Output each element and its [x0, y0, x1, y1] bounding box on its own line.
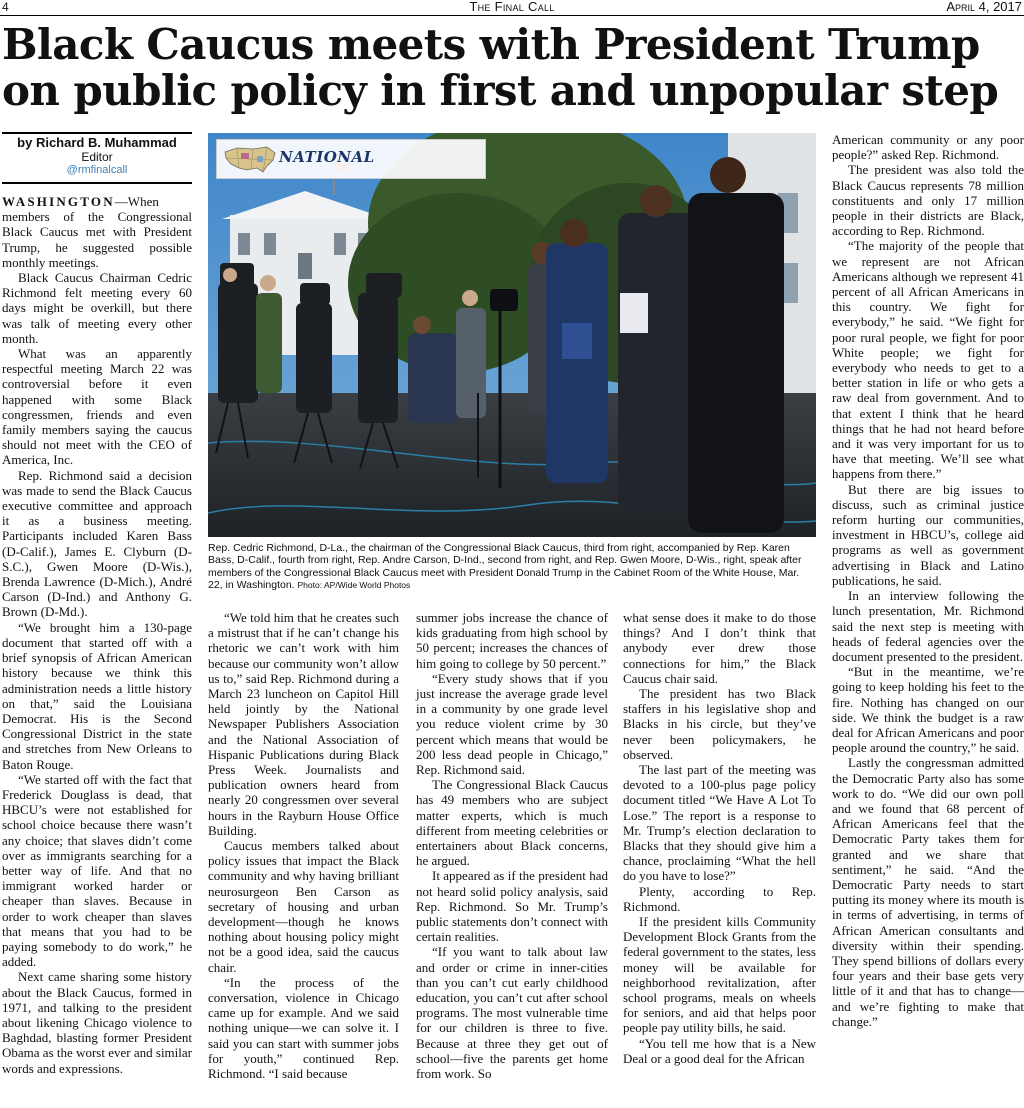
- headline: Black Caucus meets with President Trump on public policy in first and unpopular step: [2, 20, 999, 115]
- article-paragraph: Rep. Richmond said a decision was made to send the Black Caucus executive committee and approach it as a business meeting. Participants included Karen Bass (D-Calif.), James E. Clyburn (D-S.C.), Gwen Moore (D-Wis.), Brenda Lawrence (D-Mich.), André Carson (D-Ind.) and Anthony G. Brown (D-Md.).: [2, 467, 192, 620]
- dateline: WASHINGTON: [2, 194, 115, 209]
- article-paragraph: Next came sharing some history about the Black Caucus, formed in 1971, and talking to the president about likening Chicago violence to Baghdad, blasting former President Obama as the worst ever and similar words and expressions.: [2, 969, 192, 1076]
- article-column-1: [2, 194, 192, 1076]
- photo-credit: Photo: AP/Wide World Photos: [297, 580, 411, 591]
- article-paragraph: What was an apparently respectful meeting March 22 was controversial before it even happened with some Black congressmen, friends and even family members saying the caucus should not meet with the CEO of America, Inc.: [2, 346, 192, 468]
- article-paragraph: American community or any poor people?” asked Rep. Richmond.: [832, 132, 1024, 163]
- article-paragraph: WASHINGTON—When members of the Congressional Black Caucus met with President Trump, he suggested possible monthly meetings.: [2, 194, 192, 270]
- article-paragraph: Plenty, according to Rep. Richmond.: [623, 883, 816, 914]
- section-badge: [216, 139, 486, 179]
- byline-author: by Richard B. Muhammad: [17, 135, 177, 150]
- article-paragraph: “If you want to talk about law and order or crime in inner-cities than you can’t cut early childhood education, you can’t cut after school programs. The most vulnerable time for our children is three to five. Because at three they get out of school—five the parents get home from work. So: [416, 944, 608, 1082]
- photo-caption: [208, 542, 816, 592]
- article-paragraph: Lastly the congressman admitted the Democratic Party also has some work to do. “We did our own poll and we found that 68 percent of African Americans feel that the Democratic Party takes them for granted and we share that sentiment,” he said. “And the Democratic Party needs to start putting its money where its mouth is in terms of advertising, in terms of African American consultants and diversity within their spending. They spend billions of dollars every four years and their base gets very little of it and that has to change—and we’re fighting to make that change.”: [832, 755, 1024, 1029]
- article-paragraph: what sense does it make to do those things? And I don’t think that anybody ever drew those connections for him,” the Black Caucus chair said.: [623, 610, 816, 686]
- article-paragraph: “We brought him a 130-page document that started off with a brief synopsis of African American history because we think this administration needs a little history on that,” said the Louisiana Democrat. His is the Second Congressional District in the state and stretches from New Orleans to Baton Rouge.: [2, 619, 192, 772]
- issue-date: April 4, 2017: [946, 0, 1022, 14]
- news-photo: [208, 133, 816, 537]
- article-paragraph: Caucus members talked about policy issues that impact the Black community and why having brilliant neurosurgeon Ben Carson as secretary of housing and urban development—though he knows nothing about housing policy might not be a good idea, said the caucus chair.: [208, 838, 399, 975]
- article-paragraph: “We started off with the fact that Frederick Douglass is dead, that HBCU’s were not established for school choice because there wasn’t any choice; that slaves didn’t come over as immigrants searching for a better way of life. And that no immigrant worked harder or cheaper than slaves. Because in order to work cheaper than slaves that means that you had to be paying somebody to do work,” he added.: [2, 771, 192, 970]
- publication-name: The Final Call: [469, 0, 555, 14]
- byline-block: [2, 132, 192, 184]
- article-paragraph: The president was also told the Black Caucus represents 78 million constituents and only 17 million people in their districts are Black, according to Rep. Richmond.: [832, 162, 1024, 239]
- us-map-icon: [223, 144, 277, 176]
- article-paragraph: “We told him that he creates such a mistrust that if he can’t change his rhetoric we can’t work with him because our community won’t allow us to,” said Rep. Richmond during a March 23 luncheon on Capitol Hill held jointly by the National Newspaper Publishers Association and the National Association of Hispanic Publications during Black Press Week. Journalists and publication owners heard from nearly 20 congressmen over several hours in the Rayburn House Office Building.: [208, 610, 399, 838]
- byline-twitter-handle[interactable]: @rmfinalcall: [66, 164, 128, 176]
- page-number: 4: [2, 0, 9, 14]
- folio-bar: [0, 0, 1024, 16]
- article-paragraph: summer jobs increase the chance of kids graduating from high school by 50 percent; increases the chances of him going to college by 50 percent.”: [416, 610, 608, 671]
- article-column-5: [832, 132, 1024, 1029]
- article-paragraph: “The majority of the people that we represent are not African Americans although we represent 41 percent of all African Americans in this country. We fight for everybody,” he said. “We fight for poor rural people, we fight for poor White people; we fight for everybody who needs to get to a better station in life or who gets a raw deal from government. And to that extent I think that he heard things that he had not heard before and it was very important for us to have that meeting. We’ll see what happens from there.”: [832, 238, 1024, 482]
- article-paragraph: In an interview following the lunch presentation, Mr. Richmond said the next step is meeting with heads of federal agencies over the document presented to the president.: [832, 588, 1024, 664]
- article-paragraph: The president has two Black staffers in his legislative shop and Blacks in his circle, but they’ve never been policymakers, he observed.: [623, 686, 816, 762]
- section-badge-label: NATIONAL: [279, 148, 375, 166]
- article-paragraph: The Congressional Black Caucus has 49 members who are subject matter experts, which is much different from meeting celebrities or entertainers about Black concerns, he argued.: [416, 777, 608, 869]
- article-paragraph: If the president kills Community Development Block Grants from the federal government to the states, less money will be available for neighborhood revitalization, after school programs, meals on wheels for seniors, and aid that helps poor people pay utility bills, he said.: [623, 914, 816, 1036]
- caption-text: Rep. Cedric Richmond, D-La., the chairman of the Congressional Black Caucus, third from right, accompanied by Rep. Karen Bass, D-Calif., fourth from right, Rep. Andre Carson, D-Ind., second from right, and Rep. Gwen Moore, D-Wis., right, speak after members of the Congressional Black Caucus meet with President Donald Trump in the Cabinet Room of the White House, Mar. 22, in Washington.: [208, 542, 802, 592]
- article-paragraph: “You tell me how that is a New Deal or a good deal for the African: [623, 1035, 816, 1066]
- article-paragraph: The last part of the meeting was devoted to a 100-plus page policy document titled “We Have A Lot To Lose.” The report is a response to Mr. Trump’s election declaration to Blacks that they should give him a chance, proclaiming “What the hell do you have to lose?”: [623, 762, 816, 884]
- article-column-2: [208, 610, 399, 1081]
- article-column-4: [623, 610, 816, 1066]
- article-paragraph: “In the process of the conversation, violence in Chicago came up for example. And we said nothing unique—we can solve it. I said you can start with summer jobs for youth,” continued Rep. Richmond. “I said because: [208, 974, 399, 1082]
- photo-scene: [208, 133, 816, 537]
- article-paragraph: But there are big issues to discuss, such as criminal justice reform hurting our communities, investment in HBCU’s, college aid programs as well as government advertising in Black and Latino publications, he said.: [832, 481, 1024, 588]
- article-paragraph: “But in the meantime, we’re going to keep holding his feet to the fire. Nothing has changed on our side. We think the budget is a raw deal for African Americans and poor people around the country,” he said.: [832, 664, 1024, 756]
- byline-role: Editor: [81, 150, 113, 164]
- article-paragraph: It appeared as if the president had not heard solid policy analysis, said Rep. Richmond. So Mr. Trump’s public statements don’t connect with certain realities.: [416, 868, 608, 945]
- article-paragraph: Black Caucus Chairman Cedric Richmond felt meeting every 60 days might be overkill, but there was talk of meeting every other month.: [2, 270, 192, 346]
- article-column-3: [416, 610, 608, 1081]
- article-paragraph: “Every study shows that if you just increase the average grade level in a community by one grade level you reduce violent crime by 30 percent which means that would be 200 less dead people in Chicago,” Rep. Richmond said.: [416, 670, 608, 778]
